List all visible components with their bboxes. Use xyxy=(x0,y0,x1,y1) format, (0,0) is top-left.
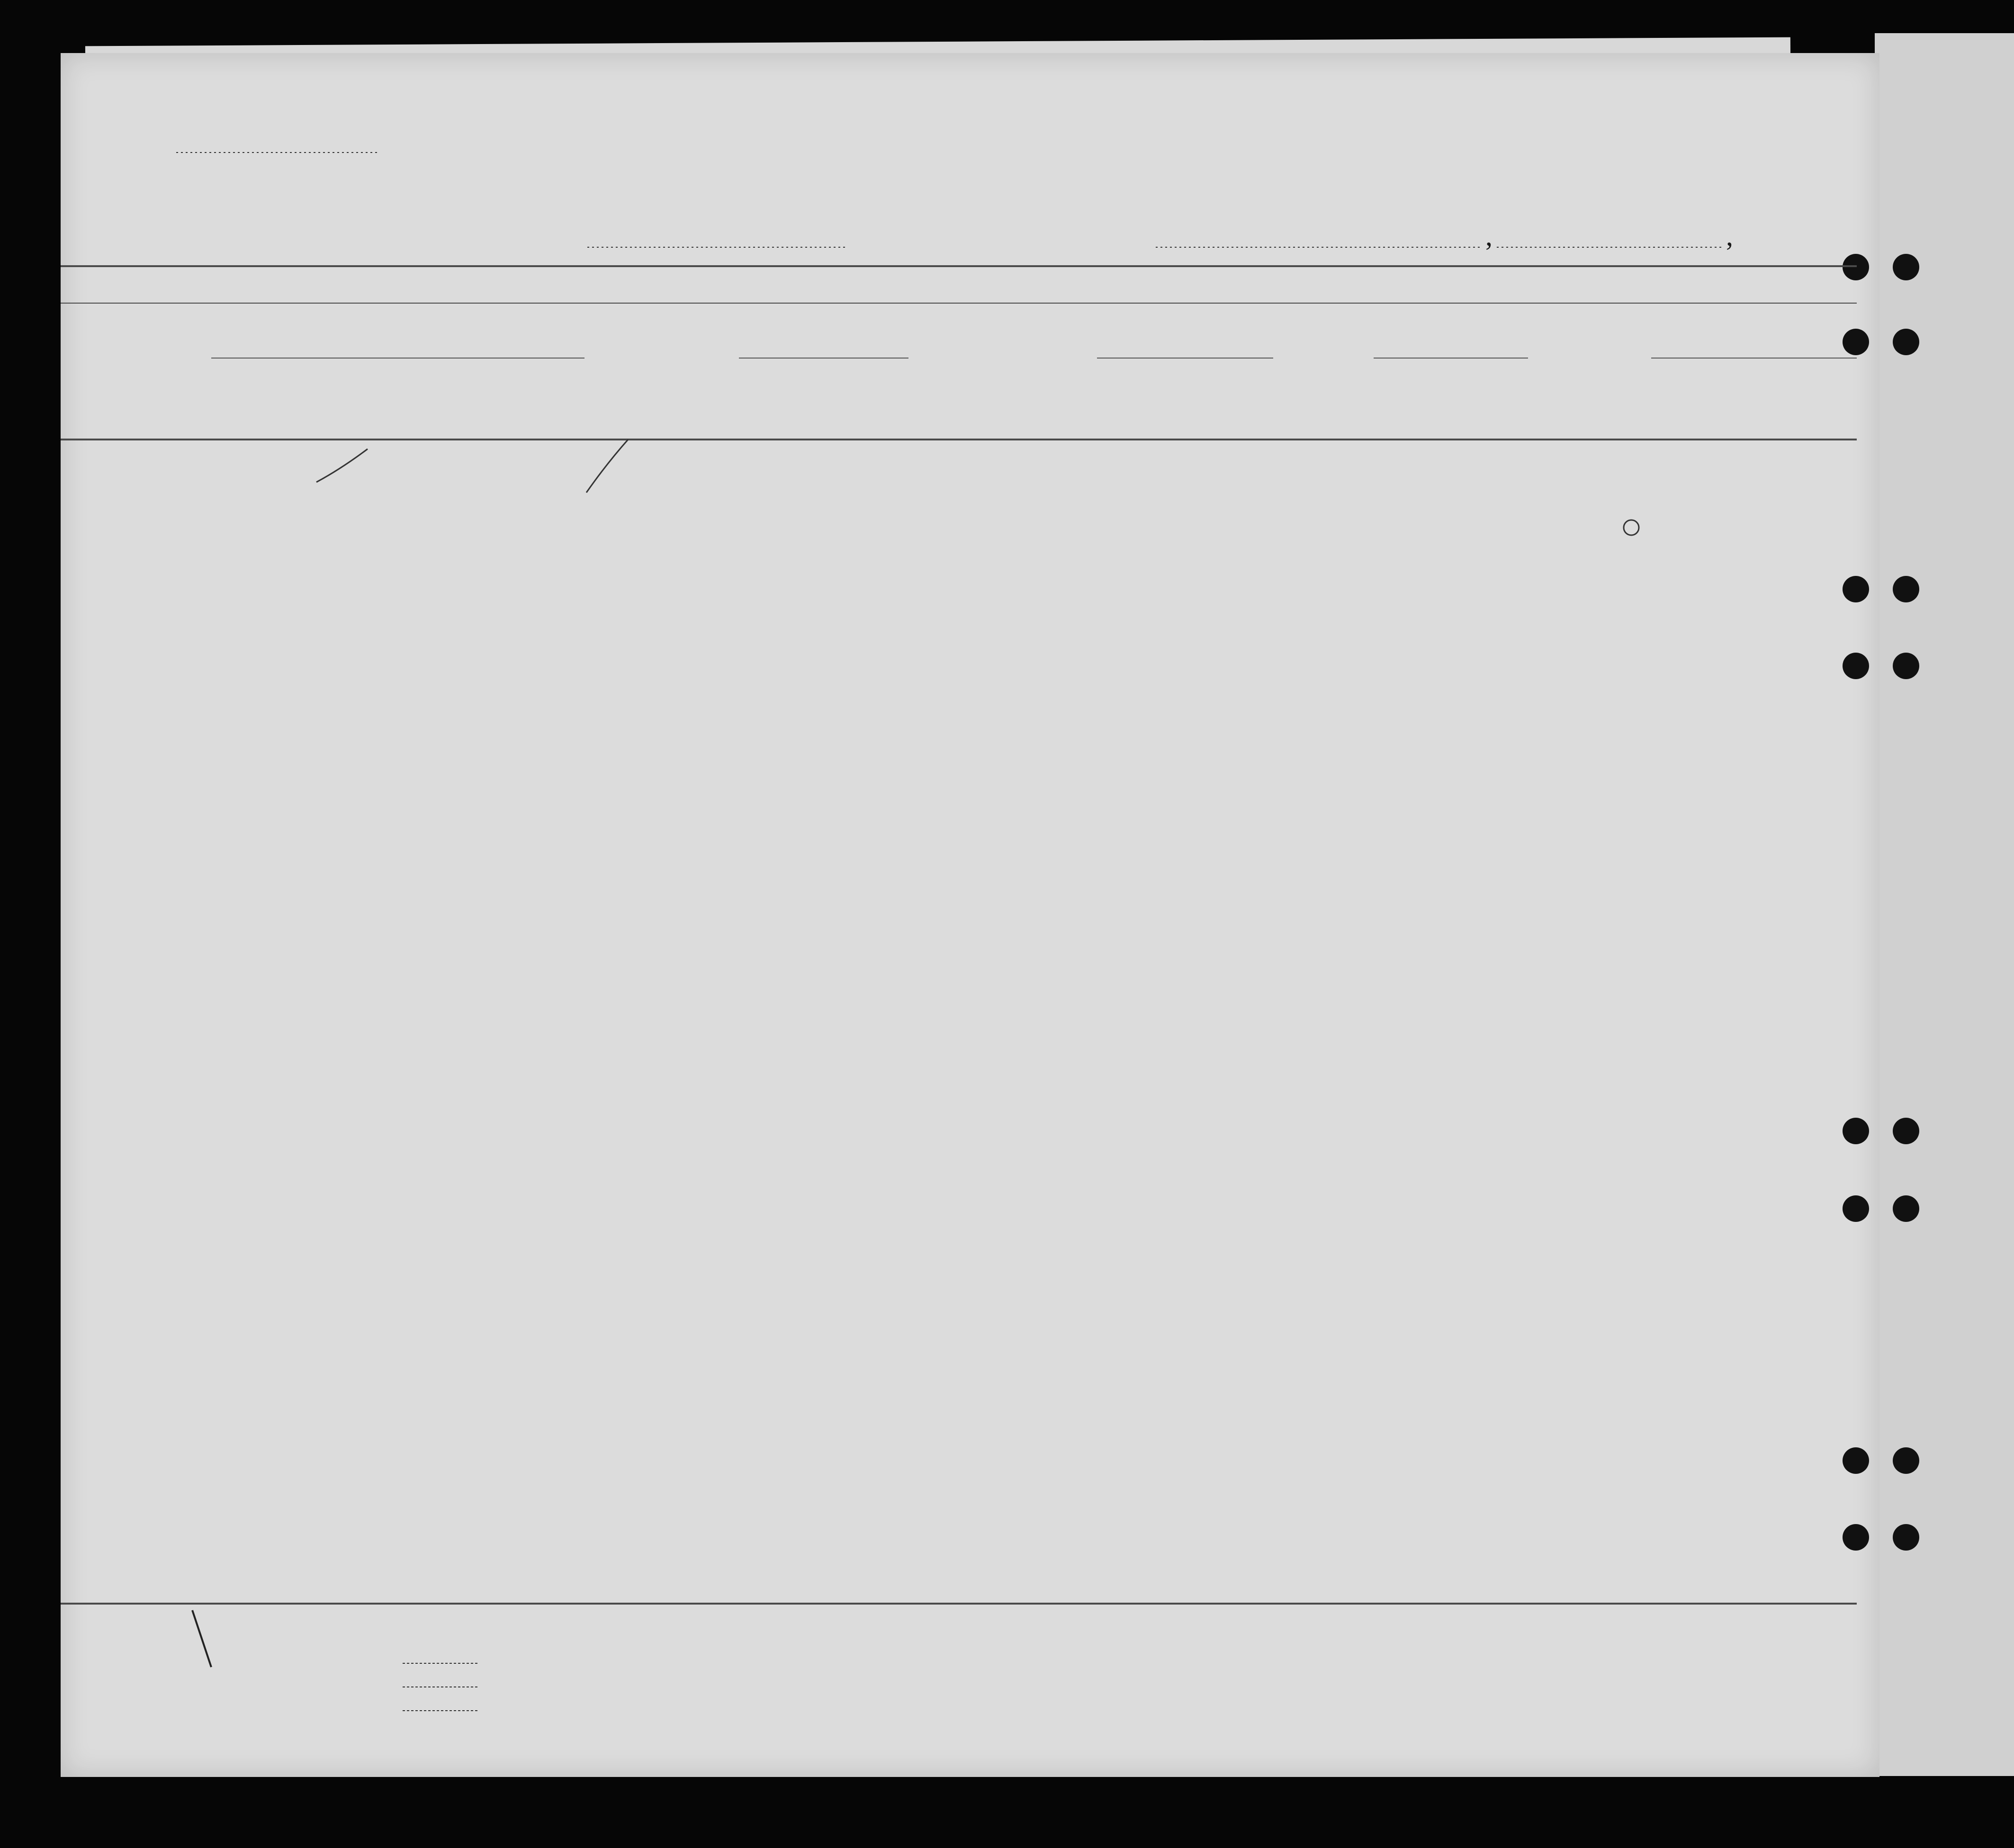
pen-stroke xyxy=(316,449,368,482)
landing-circle-mark xyxy=(1624,520,1639,535)
column-headers xyxy=(80,320,1982,429)
table-grid xyxy=(61,266,1857,1604)
pen-stroke xyxy=(192,1610,211,1667)
passenger-row xyxy=(1624,520,1639,535)
pen-stroke xyxy=(586,440,628,493)
comma: , xyxy=(1485,220,1493,251)
comma: , xyxy=(1726,220,1733,251)
